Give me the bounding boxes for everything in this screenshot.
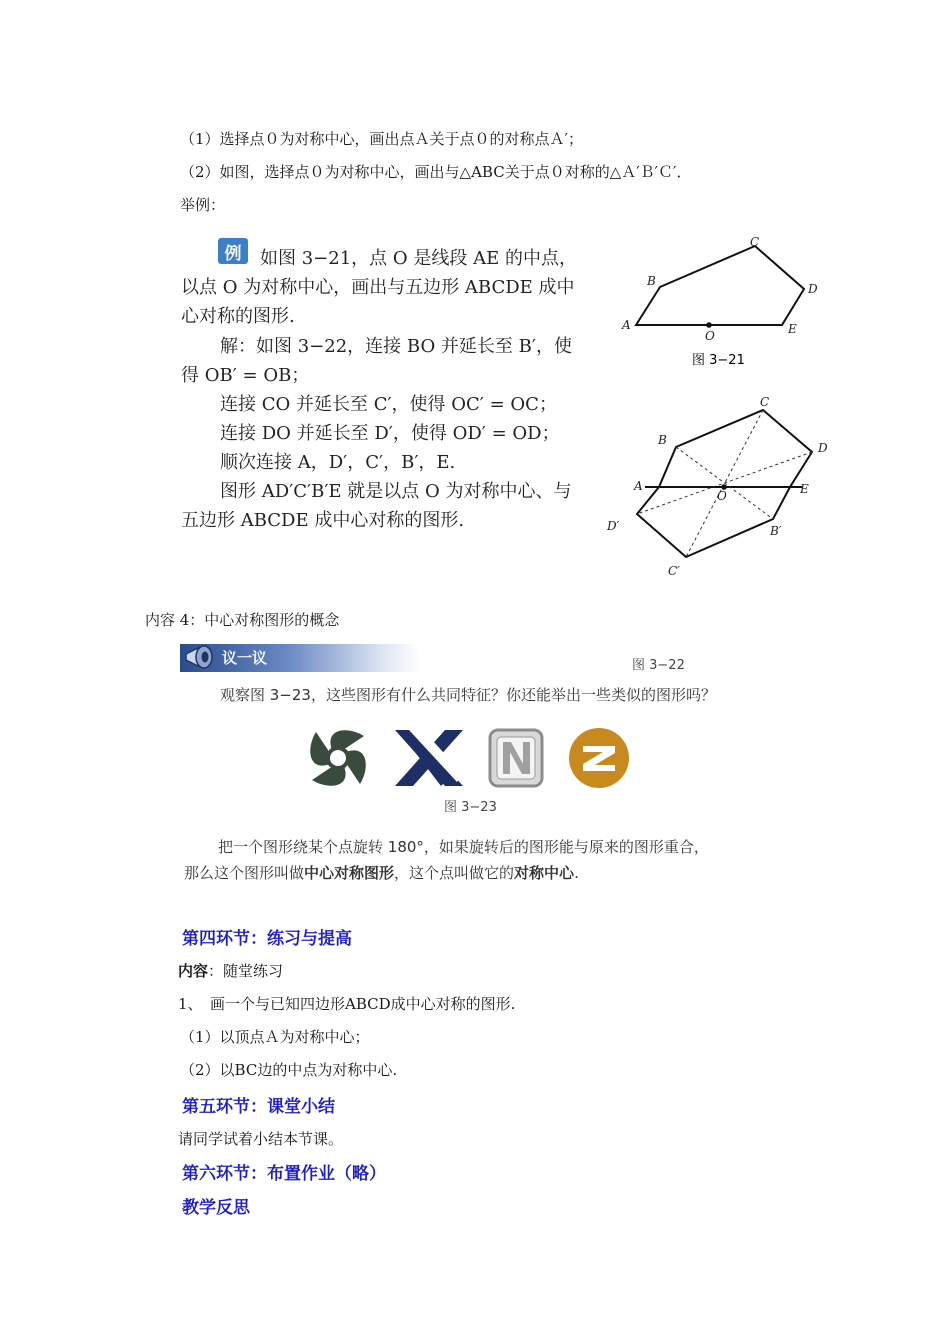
dashed-dd <box>637 452 812 514</box>
figure-3-23 <box>305 722 635 794</box>
label-o: O <box>717 489 727 503</box>
label-c: C <box>750 235 760 249</box>
term-center-of-symmetry: 对称中心 <box>514 864 575 882</box>
figure-3-22 <box>600 392 840 582</box>
example-line-7: 连接 DO 并延长至 D′，使得 OD′ = OD； <box>220 423 560 444</box>
definition-text-a: 那么这个图形叫做 <box>184 864 305 882</box>
example-line-2: 以点 O 为对称中心，画出与五边形 ABCDE 成中 <box>181 277 575 298</box>
exercise-1b: （2）以BC边的中点为对称中心. <box>180 1061 398 1079</box>
part-5-text: 请同学试着小结本节课。 <box>178 1130 344 1148</box>
definition-text-c: . <box>574 864 579 882</box>
example-line-5: 得 OB′ = OB； <box>181 365 310 386</box>
exercise-1a: （1）以顶点Ａ为对称中心； <box>180 1028 370 1046</box>
point-o <box>706 322 712 328</box>
megaphone-icon <box>182 642 218 674</box>
definition-text-b: ，这个点叫做它的 <box>394 864 515 882</box>
example-badge: 例 <box>218 238 248 264</box>
caption-3-23: 图 3−23 <box>444 800 497 815</box>
label-b: B <box>658 433 667 447</box>
label-o: O <box>705 329 715 343</box>
part-5-heading: 第五环节：课堂小结 <box>182 1097 335 1117</box>
exercise-1: 1、 画一个与已知四边形ABCD成中心对称的图形. <box>178 995 516 1013</box>
symbol-blades <box>310 730 366 786</box>
label-a: A <box>634 479 643 493</box>
figure-3-21 <box>610 230 830 375</box>
part-6-heading: 第六环节：布置作业（略） <box>182 1164 386 1184</box>
term-central-symmetric-figure: 中心对称图形 <box>304 864 395 882</box>
example-line-1: 如图 3−21，点 O 是线段 AE 的中点， <box>260 248 577 269</box>
example-line-8: 顺次连接 A，D′，C′，B′，E. <box>220 452 456 473</box>
content-value: ：随堂练习 <box>208 962 284 980</box>
content-label: 内容 <box>178 962 209 980</box>
example-line-10: 五边形 ABCDE 成中心对称的图形. <box>181 510 465 531</box>
definition-line-2 <box>184 862 579 883</box>
label-b: B <box>647 274 656 288</box>
example-line-4: 解：如图 3−22，连接 BO 并延长至 B′，使 <box>220 336 572 357</box>
definition-line-1: 把一个图形绕某个点旋转 180°，如果旋转后的图形能与原来的图形重合， <box>218 838 709 856</box>
symbol-n-square <box>490 730 542 786</box>
part-4-content <box>178 960 283 981</box>
label-d-prime: D′ <box>607 519 620 533</box>
label-b-prime: B′ <box>770 524 782 538</box>
example-line-9: 图形 AD′C′B′E 就是以点 O 为对称中心、与 <box>220 481 572 502</box>
symbol-z-circle <box>569 728 629 788</box>
intro-line-2: （2）如图，选择点０为对称中心，画出与△ABC关于点０对称的△Ａ′Ｂ′Ｃ′． <box>180 163 692 181</box>
symbol-double-x <box>395 730 463 786</box>
label-c: C <box>760 395 770 409</box>
reflection-heading: 教学反思 <box>182 1198 250 1218</box>
pentagon-abcde <box>636 246 804 325</box>
label-a: A <box>622 318 631 332</box>
label-e: E <box>800 482 809 496</box>
part-4-heading: 第四环节：练习与提高 <box>182 929 352 949</box>
caption-3-22: 图 3−22 <box>632 658 685 673</box>
label-d: D <box>818 441 828 455</box>
section-4-title: 内容 4：中心对称图形的概念 <box>145 611 340 629</box>
label-d: D <box>808 282 818 296</box>
caption-3-21: 图 3−21 <box>692 353 745 368</box>
label-e: E <box>788 322 797 336</box>
intro-line-1: （1）选择点０为对称中心，画出点Ａ关于点０的对称点Ａ′； <box>180 130 583 148</box>
example-line-3: 心对称的图形. <box>181 306 295 327</box>
label-c-prime: C′ <box>668 564 680 578</box>
discussion-question: 观察图 3−23，这些图形有什么共同特征？你还能举出一些类似的图形吗？ <box>220 686 716 704</box>
example-line-6: 连接 CO 并延长至 C′，使得 OC′ = OC； <box>220 394 557 415</box>
discussion-banner-title: 议一议 <box>222 649 268 667</box>
example-label: 举例： <box>180 196 226 214</box>
